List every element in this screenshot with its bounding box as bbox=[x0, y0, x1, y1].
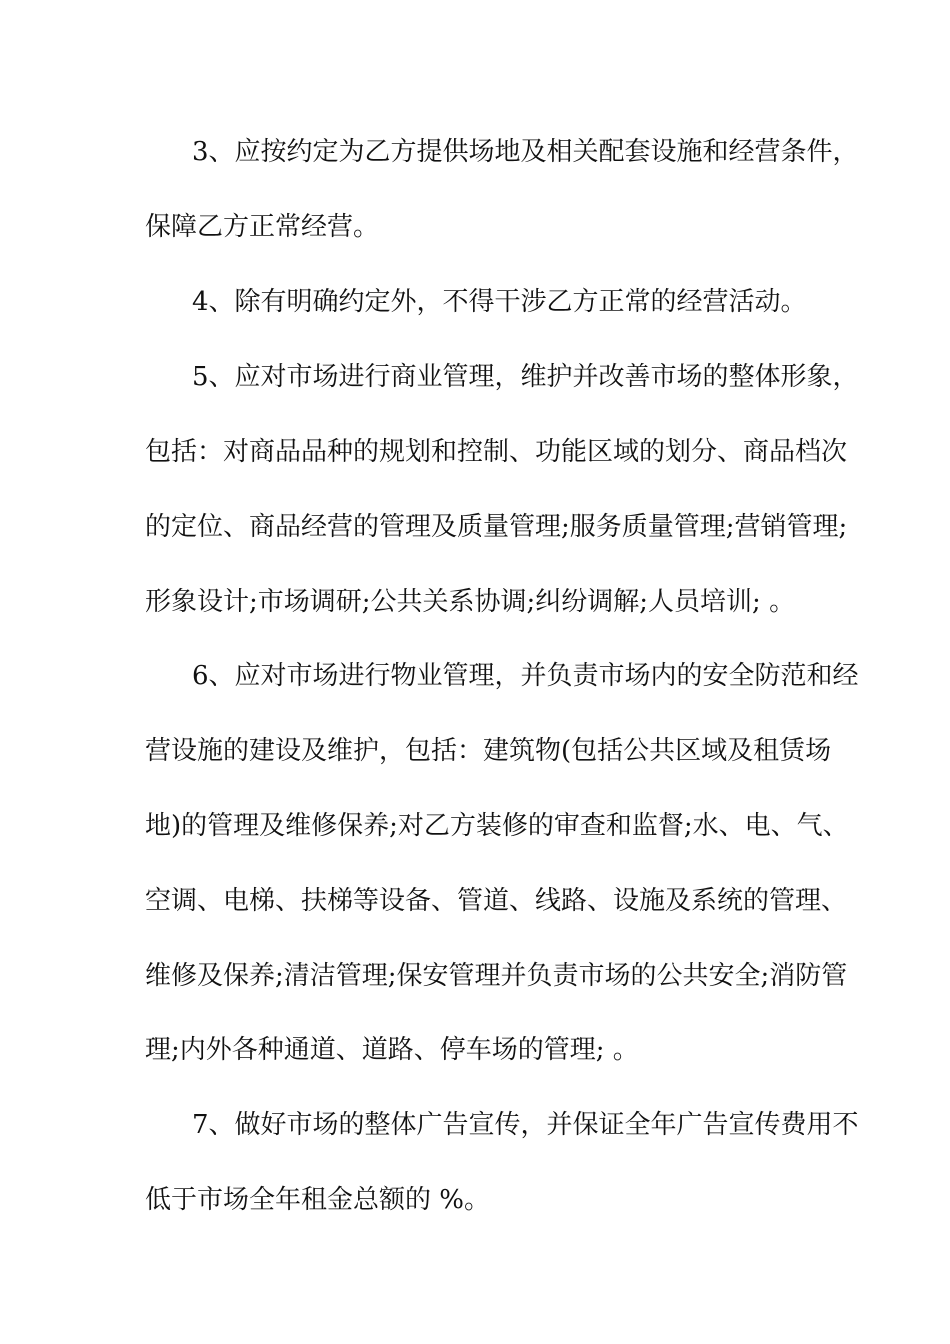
clause-5-line-1: 5、应对市场进行商业管理，维护并改善市场的整体形象， bbox=[192, 362, 859, 392]
clause-6-line-3: 地)的管理及维修保养;对乙方装修的审查和监督;水、电、气、 bbox=[145, 811, 849, 841]
clause-6-line-1: 6、应对市场进行物业管理，并负责市场内的安全防范和经 bbox=[192, 661, 859, 691]
clause-3-line-2: 保障乙方正常经营。 bbox=[145, 212, 380, 242]
clause-6-line-2: 营设施的建设及维护，包括：建筑物(包括公共区域及租赁场 bbox=[145, 736, 832, 766]
clause-6-line-4: 空调、电梯、扶梯等设备、管道、线路、设施及系统的管理、 bbox=[145, 886, 848, 916]
clause-5-line-3: 的定位、商品经营的管理及质量管理;服务质量管理;营销管理; bbox=[145, 512, 848, 542]
clause-7-line-1: 7、做好市场的整体广告宣传，并保证全年广告宣传费用不 bbox=[192, 1110, 859, 1140]
clause-5-line-4: 形象设计;市场调研;公共关系协调;纠纷调解;人员培训; 。 bbox=[145, 587, 796, 617]
clause-4-line-1: 4、除有明确约定外，不得干涉乙方正常的经营活动。 bbox=[192, 287, 807, 317]
clause-6-line-6: 理;内外各种通道、道路、停车场的管理; 。 bbox=[145, 1035, 639, 1065]
clause-6-line-5: 维修及保养;清洁管理;保安管理并负责市场的公共安全;消防管 bbox=[145, 961, 848, 991]
clause-5-line-2: 包括：对商品品种的规划和控制、功能区域的划分、商品档次 bbox=[145, 437, 848, 467]
clause-3-line-1: 3、应按约定为乙方提供场地及相关配套设施和经营条件， bbox=[192, 137, 859, 167]
clause-7-line-2: 低于市场全年租金总额的 %。 bbox=[145, 1185, 490, 1215]
